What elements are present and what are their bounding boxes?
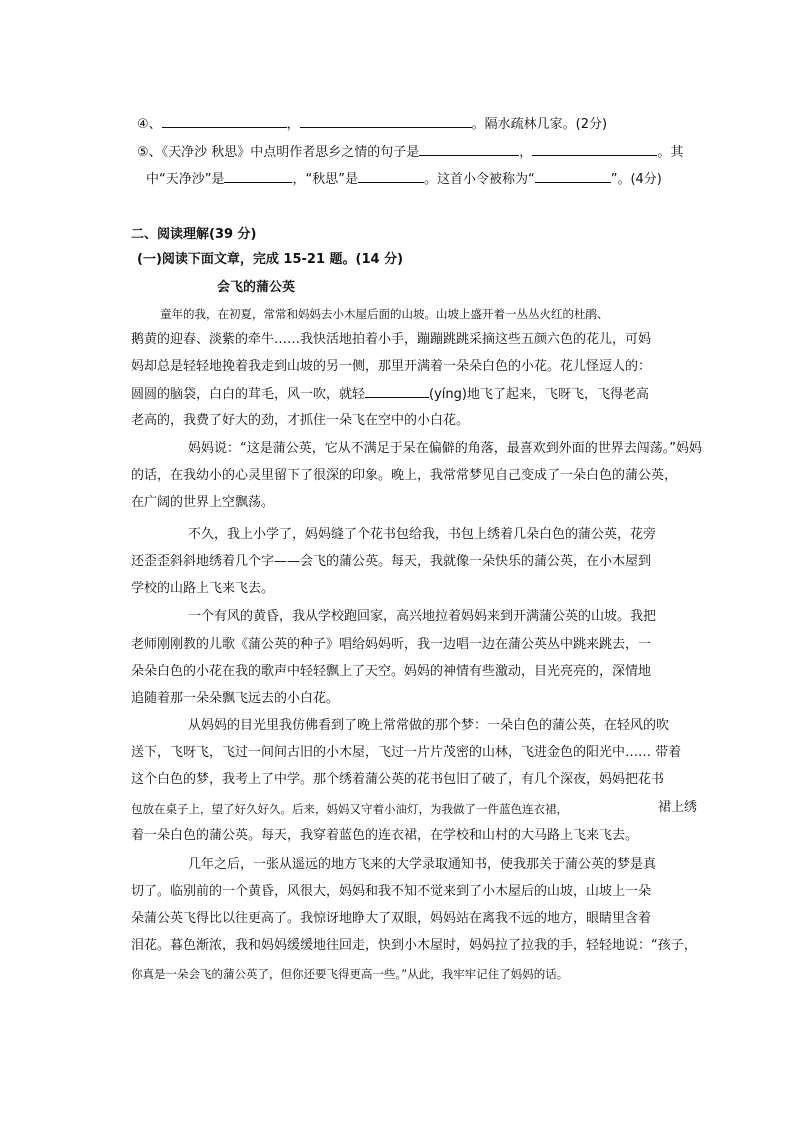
paragraph-line: 在广阔的世界上空飘荡。 (131, 495, 275, 510)
paragraph-line: 的话，在我幼小的心灵里留下了很深的印象。晚上，我常常梦见自己变成了一朵白色的蒲公英， (131, 468, 678, 483)
item-5-text: 《天净沙 秋思》中点明作者思乡之情的句子是 (161, 145, 420, 160)
answer-blank[interactable] (162, 115, 287, 128)
paragraph-line: 这个白色的梦，我考上了中学。那个绣着蒲公英的花书包旧了破了，有几个深夜，妈妈把花书 (131, 772, 665, 787)
paragraph-line: 包放在桌子上，望了好久好久。后来，妈妈又守着小油灯，为我做了一件蓝色连衣裙， (131, 802, 568, 816)
item-4-tail: 。隔水疏林几家。(2分) (471, 117, 608, 132)
paragraph-line: 妈却总是轻轻地挽着我走到山坡的另一侧，那里开满着一朵朵白色的小花。花儿怪逗人的： (131, 359, 652, 374)
separator: ， (286, 117, 300, 132)
paragraph-line: 学校的山路上飞来飞去。 (131, 581, 275, 596)
pinyin-hint: (yíng) (429, 387, 467, 402)
question-item-5-line-1 (137, 143, 683, 162)
paragraph-text: 地飞了起来，飞呀飞，飞得老高 (466, 387, 649, 402)
answer-blank[interactable] (224, 170, 292, 183)
paragraph-line: 泪花。暮色渐浓，我和妈妈缓缓地往回走，快到小木屋时，妈妈拉了拉我的手，轻轻地说：“孩子， (131, 938, 697, 953)
paragraph-line: 你真是一朵会飞的蒲公英了，但你还要飞得更高一些。”从此，我牢牢记住了妈妈的话。 (131, 967, 569, 981)
paragraph-line: 朵朵白色的小花在我的歌声中轻轻飘上了天空。妈妈的神情有些激动，目光亮亮的，深情地 (131, 664, 652, 679)
paragraph-line: 妈妈说：“这是蒲公英，它从不满足于呆在偏僻的角落，最喜欢到外面的世界去闯荡。”妈妈 (188, 441, 702, 456)
paragraph-line: 老高的，我费了好大的劲，才抓住一朵飞在空中的小白花。 (131, 413, 470, 428)
item-5-number: ⑤、 (137, 145, 162, 160)
item-5-tail: 。其 (657, 145, 684, 160)
separator: ， (519, 145, 533, 160)
paragraph-line: 一个有风的黄昏，我从学校跑回家，高兴地拉着妈妈来到开满蒲公英的山坡。我把 (188, 609, 657, 624)
paragraph-line: 着一朵白色的蒲公英。每天，我穿着蓝色的连衣裙，在学校和山村的大马路上飞来飞去。 (131, 828, 639, 843)
item-5-text: 。这首小令被称为“ (423, 172, 535, 187)
paragraph-line-with-blank (131, 385, 649, 404)
answer-blank[interactable] (535, 170, 611, 183)
answer-blank[interactable] (365, 385, 429, 398)
section-heading: 二、阅读理解(39 分) (131, 227, 257, 242)
paragraph-line: 追随着那一朵朵飘飞远去的小白花。 (131, 691, 340, 706)
question-item-4 (137, 115, 607, 134)
paragraph-line: 切了。临别前的一个黄昏，风很大，妈妈和我不知不觉来到了小木屋后的山坡，山坡上一朵 (131, 884, 652, 899)
item-5-text: ，“秋思”是 (292, 172, 358, 187)
paragraph-line: 鹅黄的迎春、淡紫的牵牛……我快活地拍着小手，蹦蹦跳跳采摘这些五颜六色的花儿，可妈 (131, 332, 652, 347)
paragraph-line: 老师刚刚教的儿歌《蒲公英的种子》唱给妈妈听，我一边唱一边在蒲公英丛中跳来跳去，一 (131, 637, 652, 652)
paragraph-text: 圆圆的脑袋，白白的茸毛，风一吹，就轻 (131, 387, 366, 402)
section-subheading: (一)阅读下面文章，完成 15-21 题。(14 分) (137, 252, 404, 267)
paragraph-line: 送下，飞呀飞，飞过一间间古旧的小木屋，飞过一片片茂密的山林，飞进金色的阳光中…… 带着 (131, 745, 682, 760)
paragraph-line: 不久，我上小学了，妈妈缝了个花书包给我，书包上绣着几朵白色的蒲公英，花旁 (188, 527, 657, 542)
question-item-5-line-2 (146, 170, 662, 189)
answer-blank[interactable] (300, 115, 472, 128)
paragraph-line: 还歪歪斜斜地绣着几个字——会飞的蒲公英。每天，我就像一朵快乐的蒲公英，在小木屋到 (131, 554, 652, 569)
item-4-number: ④、 (137, 117, 162, 132)
article-title: 会飞的蒲公英 (217, 280, 296, 295)
paragraph-line: 童年的我，在初夏，常常和妈妈去小木屋后面的山坡。山坡上盛开着一丛丛火红的杜鹃、 (160, 307, 609, 321)
answer-blank[interactable] (419, 143, 519, 156)
paragraph-line: 朵蒲公英飞得比以往更高了。我惊讶地睁大了双眼，妈妈站在离我不远的地方，眼睛里含着 (131, 911, 652, 926)
answer-blank[interactable] (532, 143, 657, 156)
paragraph-line: 裙上绣 (658, 800, 698, 815)
item-5-text: 中“天净沙”是 (146, 172, 225, 187)
paragraph-line: 从妈妈的目光里我仿佛看到了晚上常常做的那个梦：一朵白色的蒲公英，在轻风的吹 (188, 718, 670, 733)
answer-blank[interactable] (358, 170, 424, 183)
paragraph-line: 几年之后，一张从遥远的地方飞来的大学录取通知书，使我那关于蒲公英的梦是真 (188, 857, 657, 872)
item-5-tail: ”。(4分) (610, 172, 662, 187)
